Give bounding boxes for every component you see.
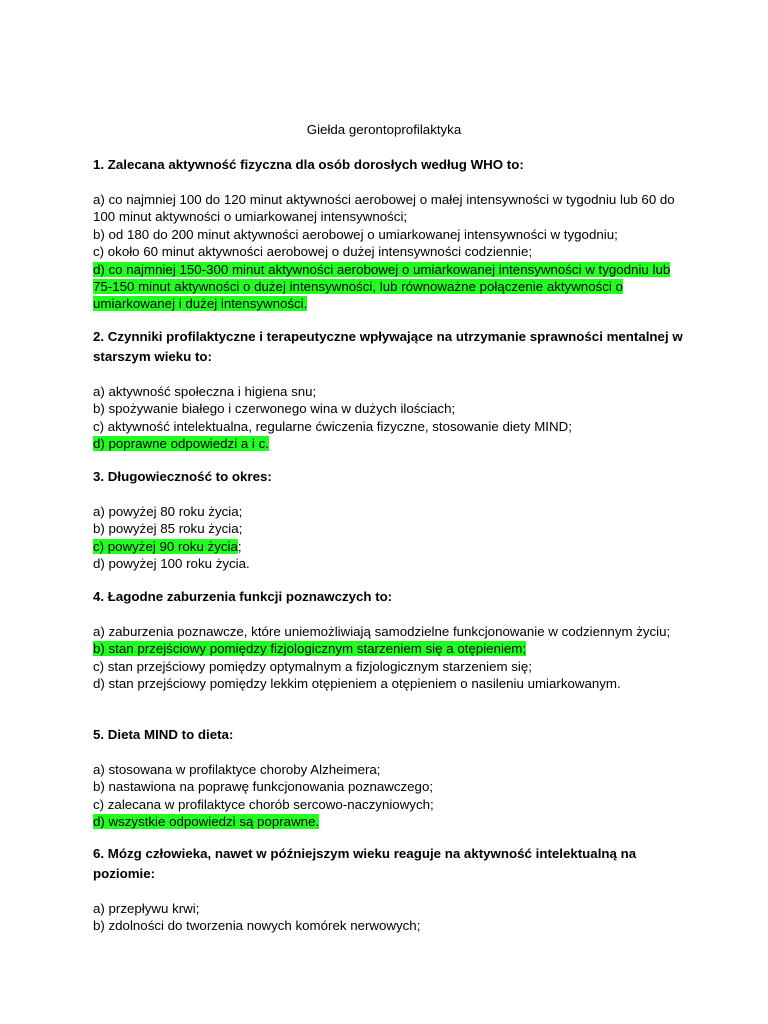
answer-option-correct [93, 261, 693, 313]
answer-option: b) nastawiona na poprawę funkcjonowania poznawczego; [93, 779, 434, 795]
highlight-mark: b) stan przejściowy pomiędzy fizjologicznym starzeniem się a otępieniem; [93, 641, 527, 657]
document-title: Giełda gerontoprofilaktyka [306, 122, 462, 137]
answer-option: d) powyżej 100 roku życia. [93, 556, 250, 572]
question-text: 5. Dieta MIND to dieta: [93, 727, 234, 742]
question-1 [93, 155, 693, 313]
answer-option: a) zaburzenia poznawcze, które uniemożliwiają samodzielne funkcjonowanie w codziennym życiu; [93, 624, 671, 639]
highlight-mark: c) powyżej 90 roku życia [93, 538, 238, 554]
answer-option: a) przepływu krwi; [93, 901, 200, 916]
answer-list [93, 900, 693, 935]
answer-list [93, 623, 693, 693]
answer-option: a) powyżej 80 roku życia; [93, 504, 243, 519]
question-text: 2. Czynniki profilaktyczne i terapeutyczne wpływające na utrzymanie sprawności mentalnej w starszym wieku to: [93, 329, 683, 364]
answer-option: a) co najmniej 100 do 120 minut aktywności aerobowej o małej intensywności w tygodniu lub 60 do 100 minut aktywności o umiarkowanej intensywności; [93, 192, 675, 225]
answer-option-correct [93, 435, 693, 452]
question-4 [93, 587, 693, 693]
answer-list [93, 191, 693, 313]
question-6 [93, 844, 693, 935]
answer-option: b) zdolności do tworzenia nowych komórek nerwowych; [93, 918, 421, 934]
answer-option: b) od 180 do 200 minut aktywności aerobowej o umiarkowanej intensywności w tygodniu; [93, 226, 618, 242]
question-text: 3. Długowieczność to okres: [93, 469, 272, 484]
answer-option: b) powyżej 85 roku życia; [93, 521, 243, 537]
answer-list [93, 761, 693, 831]
question-5 [93, 725, 693, 831]
answer-option: c) aktywność intelektualna, regularne ćwiczenia fizyczne, stosowanie diety MIND; [93, 418, 572, 434]
answer-option: d) stan przejściowy pomiędzy lekkim otępieniem a otępieniem o nasileniu umiarkowanym. [93, 676, 621, 692]
answer-list [93, 383, 693, 453]
answer-list [93, 503, 693, 573]
question-2 [93, 327, 693, 453]
answer-option-correct [93, 640, 693, 657]
highlight-mark: d) wszystkie odpowiedzi są poprawne. [93, 814, 320, 830]
answer-option: c) zalecana w profilaktyce chorób sercowo-naczyniowych; [93, 796, 434, 812]
answer-option: a) aktywność społeczna i higiena snu; [93, 384, 317, 399]
question-text: 4. Łagodne zaburzenia funkcji poznawczych to: [93, 589, 393, 604]
question-text: 6. Mózg człowieka, nawet w późniejszym wieku reaguje na aktywność intelektualną na poziomie: [93, 846, 637, 881]
highlight-mark: d) co najmniej 150-300 minut aktywności aerobowej o umiarkowanej intensywności w tygodniu lub 75-150 minut aktywności o dużej intensywności, lub równoważne połączenie aktywności o umiarkowanej i dużej intensywności. [93, 261, 671, 312]
answer-option: c) stan przejściowy pomiędzy optymalnym a fizjologicznym starzeniem się; [93, 658, 532, 674]
question-text: 1. Zalecana aktywność fizyczna dla osób dorosłych według WHO to: [93, 157, 524, 172]
answer-option-correct: c) powyżej 90 roku życia; [93, 538, 242, 554]
answer-option: c) około 60 minut aktywności aerobowej o dużej intensywności codziennie; [93, 244, 533, 260]
question-3 [93, 467, 693, 573]
answer-option: a) stosowana w profilaktyce choroby Alzheimera; [93, 762, 381, 777]
answer-option: b) spożywanie białego i czerwonego wina w dużych ilościach; [93, 401, 456, 417]
highlight-mark: d) poprawne odpowiedzi a i c. [93, 436, 269, 452]
answer-option-correct [93, 813, 693, 830]
